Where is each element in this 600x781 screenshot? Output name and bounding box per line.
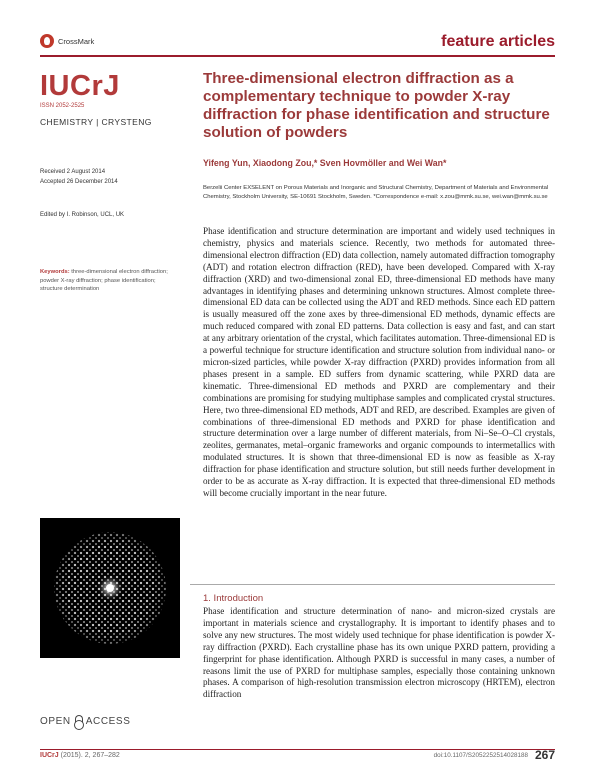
footer-divider [40, 749, 555, 750]
keywords-text: three-dimensional electron diffraction; powder X-ray diffraction; phase identification; structure determination [40, 269, 168, 292]
keywords [40, 268, 178, 294]
footer-citation-text: (2015). 2, 267–282 [60, 752, 120, 759]
section-divider [190, 584, 555, 585]
abstract: Phase identification and structure determination are important and widely used techniques in chemistry, physics and materials science. Recently, two methods for automated three-dimensional electron diffraction (ED) data collection, namely automated diffraction tomography (ADT) and rotation electron diffraction (RED), have been developed. Compared with X-ray diffraction (XRD) and two-dimensional zonal ED, three-dimensional ED methods have many advantages in identifying phases and determining unknown structures. Almost complete three-dimensional ED data can be collected using the ADT and RED methods. Since each ED pattern is usually measured off the zone axes by three-dimensional ED methods, dynamic effects are much reduced compared with zonal ED patterns. Data collection is easy and fast, and can start at any arbitrary orientation of the crystal, which facilitates automation. Three-dimensional ED is a powerful technique for structure identification and structure solution from individual nano- or micron-sized particles, while powder X-ray diffraction (PXRD) provides information from all phases present in a sample. ED suffers from dynamic scattering, while PXRD data are kinematic. Three-dimensional ED methods and PXRD are complementary and their combinations are promising for studying multiphase samples and complicated crystal structures. Here, two three-dimensional ED methods, ADT and RED, are described. Examples are given of combinations of three-dimensional ED methods and PXRD for phase identification and structure determination over a large number of different materials, from Ni–Se–O–Cl crystals, zeolites, germanates, metal–organic frameworks and organic compounds to intermetallics with modulated structures. It is shown that three-dimensional ED is now as feasible as X-ray diffraction for phase identification and structure solution, but still needs further development in order to be as accurate as X-ray diffraction. It is expected that three-dimensional ED methods will become crucially important in the near future. [203, 226, 555, 498]
article-dates [40, 168, 118, 187]
crossmark-label: CrossMark [58, 36, 95, 46]
intro-text: Phase identification and structure determination of nano- and micron-sized crystals are important in materials science and crystallography. It is important to identify phases and to solve any new structures. The most widely used technique for phase identification is powder X-ray diffraction (PXRD). Each crystalline phase has its own unique PXRD pattern, providing a fingerprint for phase identification. Although PXRD is successful in many cases, a number of reasons limit the use of PXRD for multiphase samples, especially those containing unknown phases. A comparison of high-resolution transmission electron microscopy (HRTEM), electron diffraction [203, 606, 555, 700]
footer-doi[interactable]: doi:10.1107/S2052252514028188 [433, 752, 528, 759]
central-beam [106, 584, 114, 592]
footer-citation [40, 752, 120, 759]
keywords-label: Keywords: [40, 269, 70, 275]
received-date: Received 2 August 2014 [40, 169, 106, 175]
author-affiliation: Berzelii Center EXSELENT on Porous Materials and Inorganic and Structural Chemistry, Department of Materials and Environmental Chemistry, Stockholm University, SE-10691 Stockholm, Sweden. *Correspondence e-mail: x.zou@mmk.su.se, wei.wan@mmk.su.se [203, 185, 549, 200]
journal-logo: IUCrJ [40, 70, 120, 102]
accepted-date: Accepted 26 December 2014 [40, 178, 118, 185]
editor-note: Edited by I. Robinson, UCL, UK [40, 212, 125, 218]
open-label: OPEN [40, 716, 71, 727]
open-lock-icon [74, 715, 83, 728]
access-label: ACCESS [85, 716, 131, 727]
intro-heading: 1. Introduction [203, 593, 264, 604]
diffraction-pattern-image [40, 518, 180, 658]
page-number: 267 [534, 748, 555, 762]
crossmark-badge[interactable] [40, 34, 94, 48]
footer-journal-name: IUCrJ [40, 752, 59, 759]
article-title: Three-dimensional electron diffraction as a complementary technique to powder X-ray diffraction for phase identification and structure solution of powders [203, 70, 550, 141]
crossmark-icon [40, 34, 54, 48]
article-authors: Yifeng Yun, Xiaodong Zou,* Sven Hovmöller and Wei Wan* [203, 158, 447, 168]
open-access-badge[interactable] [40, 715, 130, 728]
journal-subject: CHEMISTRY | CRYSTENG [40, 117, 152, 127]
top-divider [40, 55, 555, 57]
issn: ISSN 2052-2525 [40, 103, 85, 109]
section-tag: feature articles [441, 33, 555, 50]
